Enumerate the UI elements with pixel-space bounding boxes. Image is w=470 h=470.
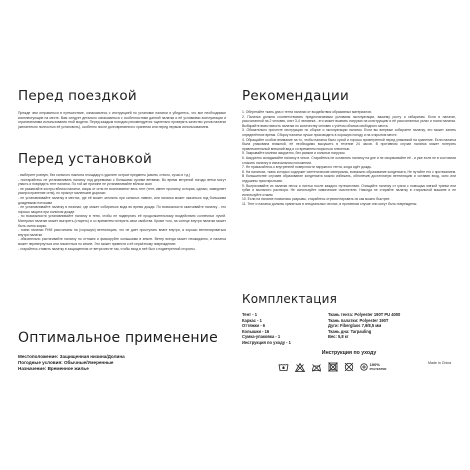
before-trip-title: Перед поездкой <box>18 88 137 104</box>
usage-value: Защищенная низина/Долина <box>59 354 125 359</box>
kit-item: Колышки - 16 <box>242 328 270 334</box>
usage-title: Оптимальное применение <box>18 330 218 346</box>
recommendation-item: 9. Вытряхивайте из палатки песок и листья после каждого путешествия. Очищайте палатку от грязи с помощью мягкой тряпки или губки и мыльного раствора. Не используйте химические очистители. Никогда не стирайте палатку в стиральной машине и не используйте отжим. <box>242 183 456 197</box>
recommendations-list <box>242 110 456 206</box>
before-install-list <box>18 173 226 251</box>
before-install-item: - по возможности устанавливайте палатку в тени, чтобы не подвергать её продолжительному воздействию солнечных лучей. Материал палатки может выгореть (стареть) и со временем потерять свои свойства. Кроме того, на солнце внутри палатки может быть очень жарко. <box>18 214 226 228</box>
before-trip-text: Прежде чем отправиться в путешествие, ознакомьтесь с инструкцией по установке палатки и убедитесь, что все необходимые комплектующие на месте. Вам следует детально ознакомиться с особенностями данной палатки и её условиями эксплуатации и ограничениями использования этой модели. Перед каждым походом рекомендуется тщательно проверять качество узлов палатки (желательно полностью её установить), особенно после долговременного хранения или перед первым использованием. <box>18 111 226 129</box>
recommendation-item: 3. Обязательно прочтите инструкцию по сборке и эксплуатации палатки. Если вы впервые собираете палатку, это может занять определённое время. Сборку палатки лучше производить в хорошую погоду и на открытом месте. <box>242 128 456 137</box>
kit-items <box>242 312 328 346</box>
recommendation-item: 7. Не прикасайтесь к внутренней поверхности наружного тента, когда идёт дождь. <box>242 165 372 170</box>
before-install-item: - не устанавливайте палатку в низинах, где может собираться вода во время дождя. По возможности оканчивайте палатку - это хорошо защита при сильном дожде. <box>18 205 226 214</box>
recommendation-item: 11. Тент и палатки должны храниться в специальных чехлах, в противном случае они могут быть повреждены. <box>242 201 418 206</box>
no-tumble-dry-icon <box>328 362 338 372</box>
kit-item: Инструкция по уходу - 1 <box>242 339 291 345</box>
usage-key: Назначение: <box>18 366 48 372</box>
polyester-icon <box>360 363 368 371</box>
before-install-item: - ткани палатки FHM рассчитаны на (хорошую) вентиляцию, что не дает проступать влаге внутри, а хорошо вентилироваться внутри палатки <box>18 228 226 237</box>
recommendation-item: 5. Закрывайте молнии аккуратно, без рывков и сильных нагрузок. <box>242 151 346 156</box>
recommendation-item: 8. На палатках, ткань которых содержит синтетические материалы, возможно образование конденсата. Не путайте его с протеканием. В большинстве случаев образование конденсата можно избежать, обеспечив достаточную вентиляцию и оставив вход, окно или отдушины приоткрытыми. <box>242 169 456 183</box>
before-install-item: - постарайтесь не устанавливать палатку под деревьями с большими сухими ветвями. Во время ветреной погоды ветки могут упасть и повредить тент палатки. По той же причине не устанавливайте вблизи скал <box>18 177 226 187</box>
care-icons <box>242 362 422 372</box>
recommendations-title: Рекомендации <box>242 88 349 104</box>
before-install-item: - старайтесь ставить палатку в защищенном от ветра месте так, чтобы вход в неё был с подветренной стороны. <box>18 246 196 251</box>
polyester-text <box>370 363 387 371</box>
usage-key: Местоположение: <box>18 354 60 359</box>
made-in: Made in China <box>428 361 452 365</box>
usage-key: Погодные условия: <box>18 360 64 366</box>
kit-specs <box>328 312 400 346</box>
before-install-item: - не разжигайте костры вблизи палатки, искры от огня не воспламенят весь тент (тент, имеет пропитку, которая, однако, замедляет распространение огня), но прожгут маленькие дырочки <box>18 186 226 196</box>
kit-spec: Ткань тента: Polyester 190T PU 4000 <box>328 312 401 317</box>
polyester-label <box>360 363 387 371</box>
polyester-percent: 100% <box>369 361 380 367</box>
no-dry-clean-icon <box>344 362 354 372</box>
before-install-title: Перед установкой <box>18 151 152 167</box>
recommendation-item: 4. Обращайте особое внимание на то, чтобы палатка было сухой и хорошо проветренной перед упаковкой на хранение. Если палатка была упакована влажной, её необходимо высушить в течение 24 часов. В противном случае палатка может потерять привлекательный внешний вид и со временем покрыться плесенью. <box>242 137 456 151</box>
before-install-item: - обязательно растягивайте палатку по оттяжек и фиксируйте кольшками в земле. Ветер всегда может неожиданно, и палатка может перевернуться или покатиться по земле. Это может привести к её серьёзному повреждению <box>18 237 226 246</box>
kit-item: Сумка-упаковка - 1 <box>242 334 281 340</box>
recommendation-item: 10. Если на палатке появились разрывы, старайтесь отремонтировать их как можно быстрее. <box>242 197 391 202</box>
kit-title: Комплектация <box>242 292 337 306</box>
no-bleach-icon <box>295 363 305 372</box>
kit-spec: Дуги: Fiberglass 7,9/8,5 мм <box>328 323 382 329</box>
polyester-sub: POLYESTER <box>369 367 387 371</box>
kit-item: Каркас - 1 <box>242 317 262 323</box>
usage-value: Временное жилье <box>47 366 89 372</box>
kit-spec: Ткань палатки: Polyester 190T <box>328 317 389 323</box>
hand-wash-icon <box>278 363 289 372</box>
usage-value: Обычные/Умеренные <box>63 360 114 366</box>
usage-row <box>18 366 226 372</box>
recommendation-item: 6. Аккуратно складывайте палатку в чехол. Старайтесь не оставлять палатку на дне и не сворачивайте её - и уже если не в состоянии сложить палатку в изначальном положении. <box>242 155 456 165</box>
recommendation-item: 2. Палатка должна соответствовать предполагаемым условиям эксплуатации, вашему росту и габаритам. Если в палатке, рассчитанной на 2 человек, спят 3-4 человека - это может вызвать нагрузки на конструкцию и её рассчитанных узлах и ткани палатки. Выбирайте вместимость палатки по количеству человек с учётом объема свободного места. <box>242 114 456 128</box>
before-install-item: - не устанавливайте палатку в местах, где её может затопить при сильных ливнях, или палатка может оказаться под большими дождевыми потоками <box>18 195 226 205</box>
recommendation-item: 1. Оберегайте ткань дна и тента палатки от воздействия образивных материалов. <box>242 110 372 114</box>
kit-spec: Вес: 5,8 кг <box>328 334 349 340</box>
usage-table <box>18 354 226 373</box>
no-iron-icon <box>311 363 322 372</box>
kit-item: Тент - 1 <box>242 312 257 317</box>
kit-item: Оттяжки - 6 <box>242 323 265 329</box>
care-title: Инструкция по уходу <box>321 350 377 356</box>
kit-table <box>242 312 456 346</box>
kit-spec: Ткань дна: Tarpauling <box>328 328 372 334</box>
before-install-item: - выберите ровную, без сильного наклона площадку и удалите острые предметы (камни, стекло, сучки и т.д.) <box>18 173 191 177</box>
